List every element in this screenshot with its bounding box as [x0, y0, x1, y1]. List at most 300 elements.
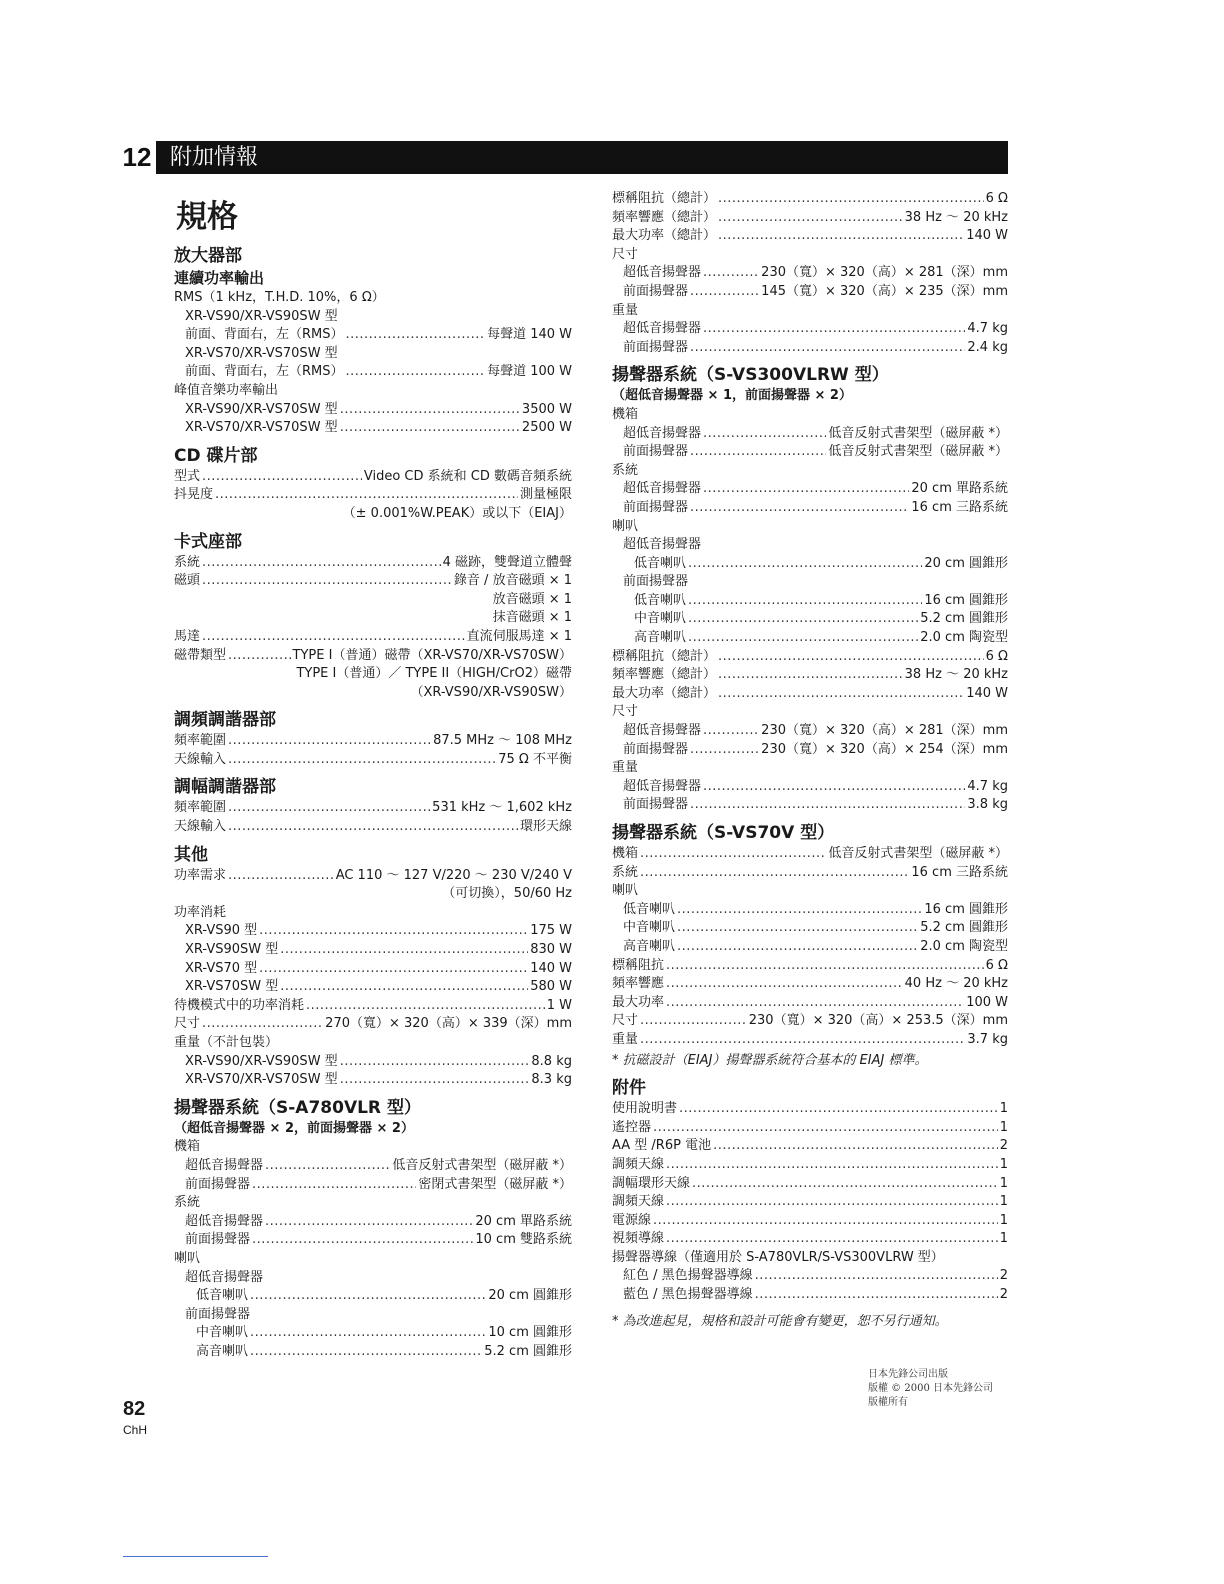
dot-leader — [755, 1286, 998, 1305]
spec-row — [612, 919, 1008, 938]
spec-value: 830 W — [530, 942, 572, 958]
spec-row — [612, 1137, 1008, 1156]
dot-leader — [346, 326, 486, 345]
spec-row — [612, 320, 1008, 339]
dot-leader — [690, 499, 909, 518]
spec-value: 8.3 kg — [531, 1072, 572, 1088]
spec-label: 遙控器 — [612, 1119, 652, 1135]
dot-leader — [688, 555, 922, 574]
spec-value: 140 W — [966, 685, 1008, 701]
dot-leader — [718, 209, 903, 228]
spec-text: 系統 — [612, 462, 639, 478]
spec-row — [612, 1031, 1008, 1050]
spec-value: 測量極限 — [519, 487, 572, 503]
spec-label: 中音喇叭 — [196, 1325, 249, 1341]
copyright-line: 版權 © 2000 日本先鋒公司 — [868, 1383, 993, 1394]
spec-label: XR-VS90SW 型 — [185, 942, 279, 958]
spec-label: XR-VS70 型 — [185, 960, 258, 976]
spec-value: 16 cm 三路系統 — [911, 499, 1008, 515]
spec-row — [174, 419, 572, 438]
spec-label: 頻率響應（總計） — [612, 667, 717, 683]
spec-row — [612, 480, 1008, 499]
spec-label: 最大功率（總計） — [612, 228, 717, 244]
section-heading: 揚聲器系統（S-VS70V 型） — [612, 823, 835, 843]
spec-row — [612, 1193, 1008, 1212]
spec-row — [174, 978, 572, 997]
dot-leader — [640, 1012, 747, 1031]
spec-row — [174, 799, 572, 818]
dot-leader — [755, 1267, 998, 1286]
dot-leader — [280, 978, 528, 997]
spec-row — [174, 1213, 572, 1232]
spec-text: 前面揚聲器 — [185, 1306, 251, 1322]
continuation-line: （± 0.001%W.PEAK）或以下（EIAJ） — [342, 505, 572, 521]
spec-row — [174, 468, 572, 487]
spec-label: 前面揚聲器 — [185, 1232, 251, 1248]
dot-leader — [202, 468, 362, 487]
dot-leader — [250, 1324, 486, 1343]
spec-row — [612, 1212, 1008, 1231]
spec-value: 1 W — [546, 997, 572, 1013]
spec-row — [612, 901, 1008, 920]
spec-row — [612, 264, 1008, 283]
spec-label: 標稱阻抗（總計） — [612, 648, 717, 664]
spec-text: RMS（1 kHz，T.H.D. 10%，6 Ω） — [174, 290, 385, 305]
spec-row — [612, 425, 1008, 444]
dot-leader — [250, 1287, 486, 1306]
continuation-line: （XR-VS90/XR-VS90SW） — [410, 684, 572, 700]
spec-text: 機箱 — [174, 1139, 201, 1155]
spec-row — [174, 1343, 572, 1362]
spec-text: 超低音揚聲器 — [185, 1269, 264, 1285]
section-heading: 調幅調諧器部 — [174, 777, 276, 798]
spec-value: 87.5 MHz ～ 108 MHz — [433, 733, 572, 749]
spec-value: Video CD 系統和 CD 數碼音頻系統 — [363, 468, 572, 484]
spec-row — [174, 572, 572, 591]
dot-leader — [718, 190, 984, 209]
spec-label: 最大功率（總計） — [612, 685, 717, 701]
dot-leader — [677, 919, 918, 938]
spec-label: 前面揚聲器 — [623, 339, 689, 355]
dot-leader — [640, 845, 826, 864]
dot-leader — [718, 685, 964, 704]
dot-leader — [259, 960, 528, 979]
spec-label: 前面揚聲器 — [623, 741, 689, 757]
dot-leader — [718, 227, 964, 246]
dot-leader — [202, 628, 465, 647]
dot-leader — [703, 320, 965, 339]
spec-value: 2500 W — [521, 420, 572, 436]
spec-label: 重量 — [612, 1031, 639, 1047]
dot-leader — [666, 994, 964, 1013]
spec-text: 超低音揚聲器 — [623, 537, 702, 553]
spec-row — [612, 499, 1008, 518]
spec-text: 功率消耗 — [174, 904, 227, 920]
spec-value: 錄音 / 放音磁頭 × 1 — [453, 573, 572, 589]
spacer — [612, 1305, 1008, 1311]
spec-label: 馬達 — [174, 628, 201, 644]
spec-value: 140 W — [966, 228, 1008, 244]
dot-leader — [202, 1015, 323, 1034]
spec-text: 喇叭 — [174, 1250, 201, 1266]
dot-leader — [703, 722, 759, 741]
dot-leader — [228, 647, 291, 666]
spec-row — [174, 1287, 572, 1306]
spec-row — [612, 666, 1008, 685]
spec-row — [612, 685, 1008, 704]
spec-label: 待機模式中的功率消耗 — [174, 997, 305, 1013]
page-language-code: ChH — [123, 1423, 148, 1437]
dot-leader — [228, 818, 518, 837]
spec-label: 低音喇叭 — [634, 555, 687, 571]
spec-row — [174, 1053, 572, 1072]
spec-label: 磁頭 — [174, 573, 201, 589]
spec-row — [612, 975, 1008, 994]
spec-value: 1 — [999, 1231, 1008, 1247]
spec-value: 100 W — [966, 994, 1008, 1010]
spec-row — [612, 994, 1008, 1013]
section-heading: 揚聲器系統（S-VS300VLRW 型） — [612, 365, 889, 386]
dot-leader — [690, 443, 826, 462]
spec-label: 頻率範圍 — [174, 733, 227, 749]
dot-leader — [340, 401, 520, 420]
dot-leader — [228, 867, 334, 886]
spec-value: 20 cm 單路系統 — [911, 481, 1008, 497]
dot-leader — [690, 796, 965, 815]
spec-value: 75 Ω 不平衡 — [498, 751, 572, 767]
spec-row — [612, 443, 1008, 462]
spec-value: 3.7 kg — [967, 1031, 1008, 1047]
spec-column-left — [174, 238, 572, 1362]
spec-label: 高音喇叭 — [623, 938, 676, 954]
dot-leader — [228, 799, 430, 818]
section-heading: 卡式座部 — [174, 531, 242, 552]
publisher-line: 日本先鋒公司出版 — [868, 1369, 948, 1380]
page-title: 規格 — [176, 199, 238, 235]
dot-leader — [688, 629, 918, 648]
spec-text: 峰值音樂功率輸出 — [174, 382, 279, 398]
dot-leader — [640, 864, 909, 883]
spec-label: 標稱阻抗 — [612, 957, 665, 973]
dot-leader — [690, 339, 965, 358]
continuation-line: 抹音磁頭 × 1 — [492, 610, 572, 626]
dot-leader — [259, 922, 528, 941]
spec-value: 6 Ω — [985, 648, 1008, 664]
dot-leader — [252, 1231, 473, 1250]
spec-label: 頻率響應（總計） — [612, 209, 717, 225]
spec-value: 5.2 cm 圓錐形 — [484, 1343, 572, 1359]
spec-row — [612, 629, 1008, 648]
dot-leader — [666, 975, 903, 994]
spec-value: 2 — [999, 1268, 1008, 1284]
spec-value: 6 Ω — [985, 191, 1008, 206]
spec-label: 機箱 — [612, 846, 639, 861]
spec-row — [174, 1231, 572, 1250]
spec-row — [174, 1015, 572, 1034]
rights-line: 版權所有 — [868, 1397, 908, 1408]
dot-leader — [690, 283, 759, 302]
dot-leader — [692, 1175, 998, 1194]
spec-label: 系統 — [612, 864, 639, 880]
dot-leader — [340, 1053, 530, 1072]
spec-text: 重量 — [612, 760, 639, 776]
spec-text: 揚聲器導線（僅適用於 S-A780VLR/S-VS300VLRW 型） — [612, 1249, 944, 1265]
spec-row — [174, 554, 572, 573]
spec-value: 1 — [999, 1175, 1008, 1191]
spec-value: 3500 W — [521, 401, 572, 417]
spec-label: 標稱阻抗（總計） — [612, 191, 717, 206]
spec-value: 270（寬）× 320（高）× 339（深）mm — [325, 1016, 572, 1032]
spec-value: 3.8 kg — [967, 797, 1008, 813]
spec-row — [612, 1286, 1008, 1305]
dot-leader — [677, 901, 922, 920]
spec-value: 4.7 kg — [967, 321, 1008, 337]
spec-value: 145（寬）× 320（高）× 235（深）mm — [761, 283, 1008, 299]
continuation-line: TYPE I（普通）／ TYPE II（HIGH/CrO2）磁帶 — [296, 666, 572, 682]
dot-leader — [666, 1156, 998, 1175]
spec-value: 2.0 cm 陶瓷型 — [920, 938, 1008, 954]
spec-row — [612, 592, 1008, 611]
spec-label: 功率需求 — [174, 867, 227, 883]
spec-label: 調頻天線 — [612, 1194, 665, 1210]
dot-leader — [703, 425, 826, 444]
spec-label: AA 型 /R6P 電池 — [612, 1138, 712, 1154]
spec-label: 低音喇叭 — [623, 901, 676, 917]
dot-leader — [679, 1100, 998, 1119]
spec-label: 藍色 / 黑色揚聲器導線 — [623, 1287, 753, 1303]
spec-label: 超低音揚聲器 — [623, 778, 702, 794]
publisher-info — [868, 1368, 993, 1410]
spec-label: XR-VS70/XR-VS70SW 型 — [185, 420, 338, 436]
dot-leader — [718, 666, 903, 685]
spec-value: 密閉式書架型（磁屏蔽 *） — [418, 1176, 572, 1192]
spec-value: 每聲道 140 W — [487, 327, 572, 343]
footnote: * 為改進起見，規格和設計可能會有變更，恕不另行通知。 — [612, 1313, 948, 1329]
spec-text: 機箱 — [612, 406, 639, 422]
spec-text: 尺寸 — [612, 246, 639, 262]
spec-value: 5.2 cm 圓錐形 — [920, 920, 1008, 936]
spec-row — [174, 486, 572, 505]
spec-row — [612, 741, 1008, 760]
spec-value: 4 磁跡，雙聲道立體聲 — [442, 554, 572, 570]
spec-label: 電源線 — [612, 1212, 652, 1228]
spec-value: 每聲道 100 W — [487, 364, 572, 380]
spec-label: 中音喇叭 — [623, 920, 676, 936]
dot-leader — [666, 1193, 998, 1212]
dot-leader — [265, 1157, 390, 1176]
spec-value: 8.8 kg — [531, 1053, 572, 1069]
spec-label: 低音喇叭 — [634, 592, 687, 608]
dot-leader — [703, 264, 759, 283]
spec-text: 重量（不計包裝） — [174, 1035, 279, 1050]
spec-value: 230（寬）× 320（高）× 281（深）mm — [761, 265, 1008, 281]
spec-value: 40 Hz ～ 20 kHz — [904, 976, 1008, 992]
dot-leader — [677, 938, 918, 957]
spec-value: 175 W — [530, 923, 572, 939]
spec-row — [612, 796, 1008, 815]
spec-label: 超低音揚聲器 — [623, 321, 702, 337]
spec-text: 系統 — [174, 1195, 201, 1211]
dot-leader — [653, 1212, 998, 1231]
spec-label: 頻率響應 — [612, 976, 665, 992]
spec-label: 前面揚聲器 — [623, 797, 689, 813]
dot-leader — [340, 1071, 530, 1090]
spec-row — [612, 1175, 1008, 1194]
spec-label: 超低音揚聲器 — [623, 723, 702, 739]
chapter-number: 12 — [118, 141, 156, 174]
spec-label: 頻率範圍 — [174, 800, 227, 816]
section-heading: 其他 — [174, 844, 208, 865]
spec-row — [612, 1012, 1008, 1031]
spec-label: XR-VS70/XR-VS70SW 型 — [185, 1072, 338, 1088]
dot-leader — [265, 1213, 473, 1232]
spec-label: 天線輸入 — [174, 819, 227, 835]
spec-label: 前面揚聲器 — [623, 499, 689, 515]
spec-label: 系統 — [174, 554, 201, 570]
spec-value: 1 — [999, 1156, 1008, 1172]
spec-row — [612, 957, 1008, 976]
spec-row — [174, 1071, 572, 1090]
spec-value: 2 — [999, 1287, 1008, 1303]
spec-row — [612, 778, 1008, 797]
section-heading: 放大器部 — [174, 246, 242, 266]
spec-row — [612, 1100, 1008, 1119]
spec-row — [174, 628, 572, 647]
spec-row — [174, 363, 572, 382]
dot-leader — [653, 1119, 998, 1138]
dot-leader — [228, 732, 431, 751]
spec-row — [612, 339, 1008, 358]
spec-label: XR-VS70SW 型 — [185, 979, 279, 995]
spec-value: 1 — [999, 1212, 1008, 1228]
spec-row — [612, 648, 1008, 667]
spec-value: 230（寬）× 320（高）× 253.5（深）mm — [748, 1013, 1008, 1029]
dot-leader — [250, 1343, 482, 1362]
spec-value: 1 — [999, 1101, 1008, 1117]
spec-column-right — [612, 190, 1008, 1331]
spec-label: 超低音揚聲器 — [623, 425, 702, 441]
spec-value: 直流伺服馬達 × 1 — [466, 628, 572, 644]
spec-row — [174, 732, 572, 751]
spec-value: 16 cm 圓錐形 — [924, 592, 1008, 608]
spec-row — [612, 1267, 1008, 1286]
spec-value: 2 — [999, 1138, 1008, 1154]
dot-leader — [202, 554, 441, 573]
spec-value: 1 — [999, 1119, 1008, 1135]
dot-leader — [703, 480, 909, 499]
spec-label: 超低音揚聲器 — [623, 481, 702, 497]
dot-leader — [703, 778, 965, 797]
spec-text: 喇叭 — [612, 518, 639, 534]
spec-label: 調頻天線 — [612, 1156, 665, 1172]
dot-leader — [280, 941, 528, 960]
spec-row — [174, 1157, 572, 1176]
spec-label: 前面揚聲器 — [623, 444, 689, 460]
spec-value: 20 cm 圓錐形 — [488, 1288, 572, 1304]
spec-value: 10 cm 雙路系統 — [475, 1232, 572, 1248]
spec-label: 超低音揚聲器 — [623, 265, 702, 281]
spec-label: 最大功率 — [612, 994, 665, 1010]
spec-label: 磁帶類型 — [174, 647, 227, 663]
spec-label: 視頻導線 — [612, 1231, 665, 1247]
spec-label: 天線輸入 — [174, 751, 227, 767]
spec-text: 重量 — [612, 302, 639, 318]
spec-label: 超低音揚聲器 — [185, 1157, 264, 1173]
spec-row — [174, 960, 572, 979]
spec-row — [612, 1230, 1008, 1249]
spec-row — [174, 867, 572, 886]
spec-value: 6 Ω — [985, 957, 1008, 973]
chapter-title: 附加情報 — [170, 145, 259, 170]
dot-leader — [252, 1176, 416, 1195]
spec-label: 紅色 / 黑色揚聲器導線 — [623, 1268, 753, 1284]
dot-leader — [228, 751, 496, 770]
chapter-header — [118, 141, 1008, 174]
spec-row — [612, 555, 1008, 574]
spec-row — [174, 401, 572, 420]
spec-value: 2.0 cm 陶瓷型 — [920, 630, 1008, 646]
subsection-heading: 連續功率輸出 — [174, 269, 265, 287]
spec-label: XR-VS90/XR-VS70SW 型 — [185, 401, 338, 417]
spec-label: 尺寸 — [612, 1013, 639, 1029]
spec-row — [612, 722, 1008, 741]
spec-text: XR-VS70/XR-VS70SW 型 — [185, 345, 338, 361]
spec-label: 使用說明書 — [612, 1101, 678, 1117]
dot-leader — [215, 486, 518, 505]
spec-row — [174, 997, 572, 1016]
spec-row — [174, 818, 572, 837]
dot-leader — [640, 1031, 965, 1050]
section-heading: 調頻調諧器部 — [174, 710, 276, 731]
spec-label: 中音喇叭 — [634, 611, 687, 627]
spec-row — [612, 227, 1008, 246]
dot-leader — [340, 419, 520, 438]
dot-leader — [688, 610, 918, 629]
spec-value: 38 Hz ～ 20 kHz — [904, 667, 1008, 683]
spec-label: XR-VS90 型 — [185, 923, 258, 939]
spec-text: 尺寸 — [612, 704, 639, 720]
spec-value: 低音反射式書架型（磁屏蔽 *） — [392, 1157, 572, 1173]
spec-row — [174, 1176, 572, 1195]
spec-row — [612, 1119, 1008, 1138]
dot-leader — [688, 592, 922, 611]
spec-value: TYPE I（普通）磁帶（XR-VS70/XR-VS70SW） — [292, 647, 572, 663]
continuation-line: （可切換），50/60 Hz — [442, 886, 572, 902]
spec-label: 前面揚聲器 — [185, 1176, 251, 1192]
spec-value: 230（寬）× 320（高）× 254（深）mm — [761, 741, 1008, 757]
spec-text: 前面揚聲器 — [623, 574, 689, 590]
section-heading: CD 碟片部 — [174, 445, 258, 466]
spec-row — [174, 647, 572, 666]
spec-label: 前面、背面右，左（RMS） — [185, 327, 344, 343]
spec-label: 高音喇叭 — [634, 630, 687, 646]
spec-row — [174, 941, 572, 960]
spec-row — [174, 1324, 572, 1343]
spec-value: 16 cm 圓錐形 — [924, 901, 1008, 917]
bottom-divider — [123, 1556, 268, 1557]
spec-row — [174, 326, 572, 345]
spec-label: XR-VS90/XR-VS90SW 型 — [185, 1053, 338, 1069]
dot-leader — [690, 741, 759, 760]
spec-row — [174, 922, 572, 941]
spec-value: 4.7 kg — [967, 778, 1008, 794]
spec-value: 531 kHz ～ 1,602 kHz — [432, 800, 572, 816]
spec-row — [612, 610, 1008, 629]
spec-label: 前面、背面右，左（RMS） — [185, 364, 344, 380]
spec-value: 低音反射式書架型（磁屏蔽 *） — [828, 425, 1008, 441]
spec-row — [612, 938, 1008, 957]
dot-leader — [666, 957, 984, 976]
